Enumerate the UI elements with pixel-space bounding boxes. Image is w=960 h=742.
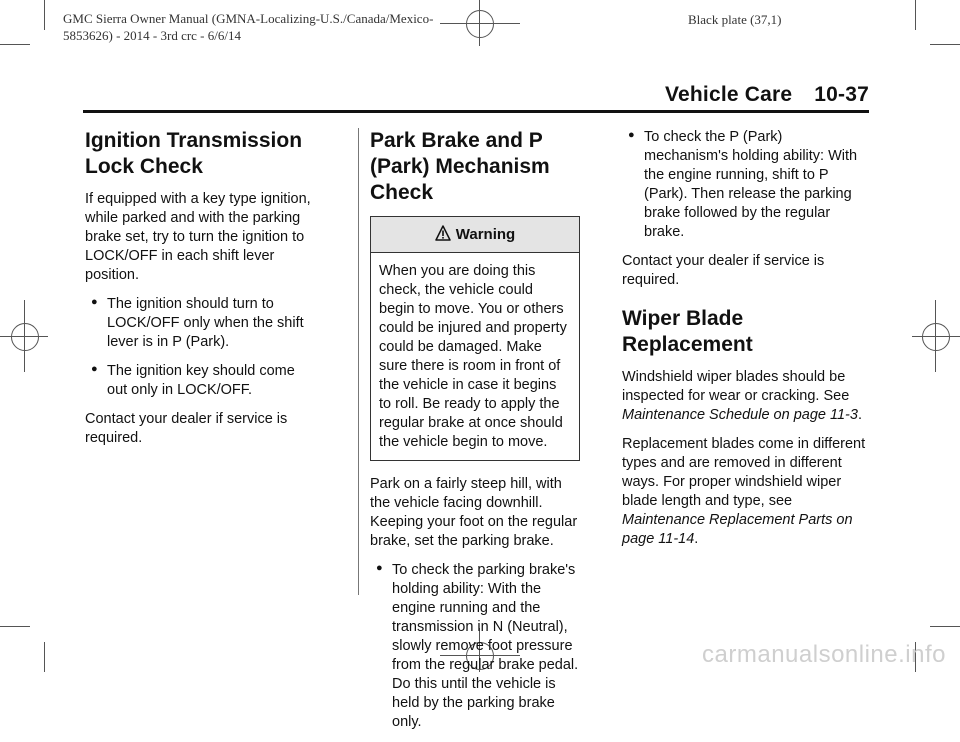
park-brake-heading: Park Brake and P (Park) Mechanism Check [370,129,550,204]
crop-mark [930,44,960,45]
registration-line [935,300,936,372]
registration-line [912,336,960,337]
crop-mark [0,626,30,627]
list-item [370,561,580,732]
ignition-lock-outro: Contact your dealer if service is required. [85,411,288,446]
bullet-icon: ● [91,363,98,375]
ignition-lock-list [85,295,317,400]
column-1 [85,128,317,458]
park-brake-para: Park on a fairly steep hill, with the vehicle facing downhill. Keeping your foot on the regular brake, set the parking brake. [370,476,578,549]
crop-mark [44,0,45,30]
warning-box [370,216,580,461]
print-header-plate: Black plate (37,1) [688,12,782,27]
warning-title-bar [371,217,579,253]
list-item-text: To check the parking brake's holding ability: With the engine running and the transmission in N (Neutral), slowly remove foot pressure from the regular brake pedal. Do this until the vehicle is held by the parking brake only. [392,562,579,730]
list-item-text: To check the P (Park) mechanism's holding ability: With the engine running, shift to P (Park). Then release the parking brake followed by the regular brake. [644,129,858,240]
park-mechanism-list [622,128,867,242]
warning-body: When you are doing this check, the vehicle could begin to move. You or others could be injured and property could be damaged. Make sure there is room in front of the vehicle in case it begins to roll. Be ready to apply the regular brake at once should the vehicle begin to move. [379,263,567,450]
running-head [665,83,869,107]
wiper-blade-para-1: Windshield wiper blades should be inspected for wear or cracking. See Maintenance Schedule on page 11-3. [622,369,862,423]
wiper-blade-text: Replacement blades come in different types and are removed in different ways. For proper windshield wiper blade length and type, see [622,436,866,509]
registration-mark-top [466,10,494,38]
list-item-text: The ignition should turn to LOCK/OFF only when the shift lever is in P (Park). [107,296,304,350]
wiper-blade-heading: Wiper Blade Replacement [622,307,753,356]
park-brake-list [370,561,580,732]
ignition-lock-heading: Ignition Transmission Lock Check [85,129,303,178]
print-header-title: GMC Sierra Owner Manual (GMNA-Localizing-U.S./Canada/Mexico- 5853626) - 2014 - 3rd crc - 6/6/14 [63,11,434,43]
crop-mark [0,44,30,45]
list-item-text: The ignition key should come out only in LOCK/OFF. [107,363,295,398]
wiper-blade-text: Windshield wiper blades should be inspected for wear or cracking. See [622,369,850,404]
park-mechanism-outro: Contact your dealer if service is required. [622,253,825,288]
list-item [85,362,317,400]
warning-triangle-icon [435,225,451,241]
bullet-icon: ● [91,296,98,308]
list-item [622,128,867,242]
registration-mark-right [922,323,950,351]
warning-title: Warning [455,226,516,243]
replacement-parts-link[interactable]: Maintenance Replacement Parts on page 11-14 [622,512,853,547]
crop-mark [915,0,916,30]
crop-mark [930,626,960,627]
watermark: carmanualsonline.info [702,641,946,668]
wiper-blade-para-2: Replacement blades come in different types and are removed in different ways. For proper windshield wiper blade length and type, see Maintenance Replacement Parts on page 11-14. [622,436,866,547]
registration-line [479,0,480,46]
registration-mark-left [11,323,39,351]
maintenance-schedule-link[interactable]: Maintenance Schedule on page 11-3 [622,407,858,423]
page-number: 10-37 [814,83,869,106]
bullet-icon: ● [376,562,383,574]
column-divider [358,128,359,595]
column-3 [622,128,867,559]
section-title: Vehicle Care [664,83,793,106]
ignition-lock-intro: If equipped with a key type ignition, while parked and with the parking brake set, try to turn the ignition to LOCK/OFF in each shift lever position. [85,191,311,283]
bullet-icon: ● [628,129,635,141]
crop-mark [44,642,45,672]
registration-line [440,23,520,24]
column-2 [370,128,580,742]
registration-line [24,300,25,372]
header-rule [83,110,869,113]
list-item [85,295,317,352]
